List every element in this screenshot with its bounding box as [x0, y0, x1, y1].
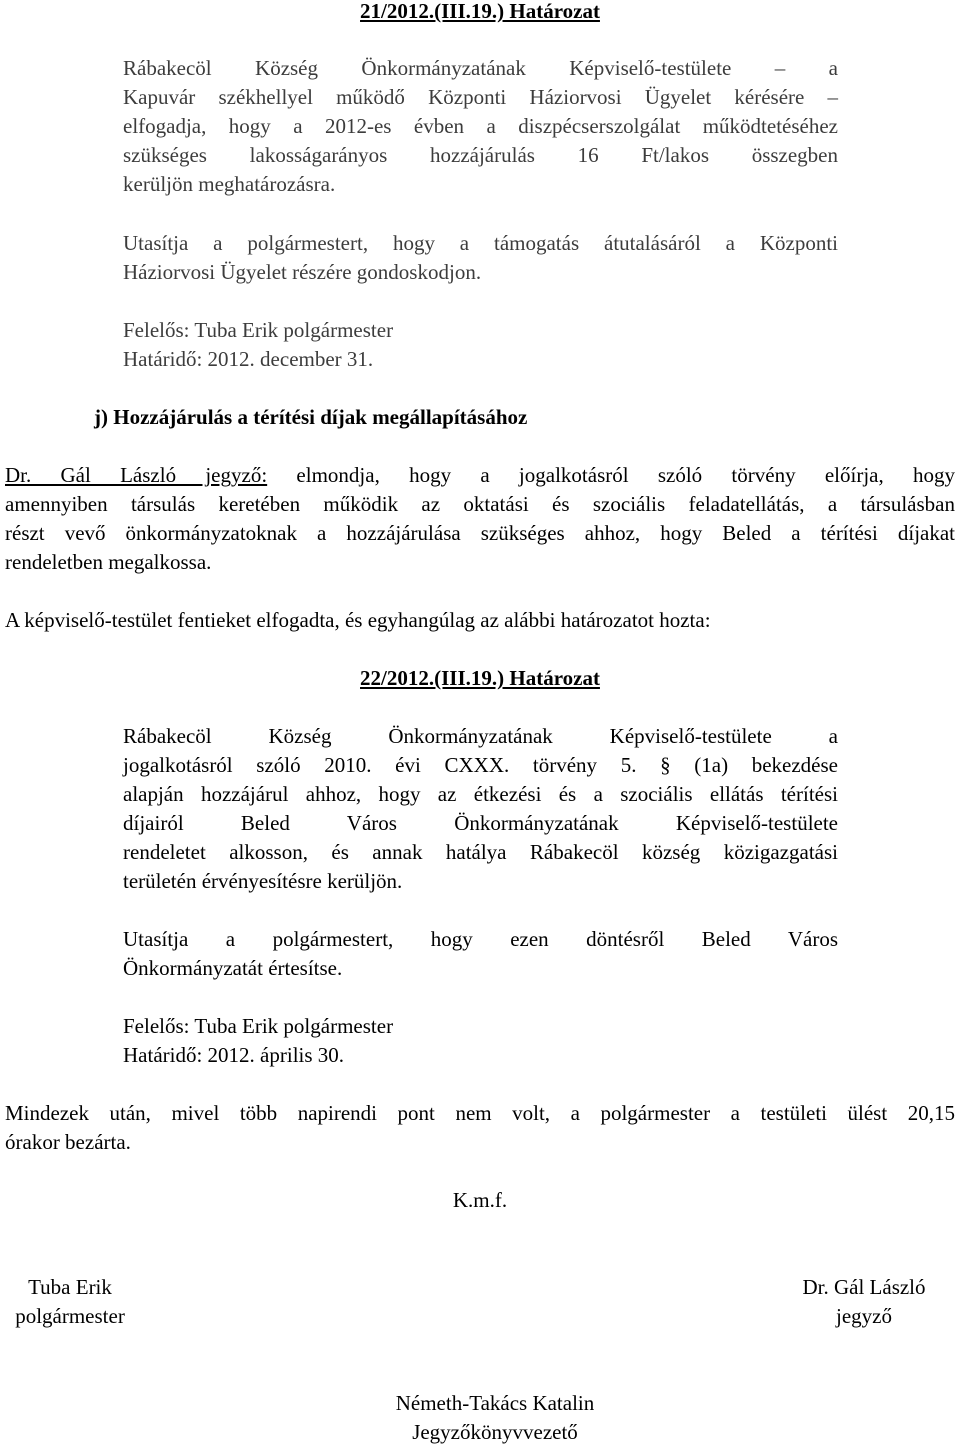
- signature-right: [776, 1273, 952, 1331]
- resolution-22-line: díjairól Beled Város Önkormányzatának Képviselő-testülete: [123, 811, 838, 835]
- instruction-line: Utasítja a polgármestert, hogy ezen döntésről Beled Város: [123, 927, 838, 951]
- speech-first-text: elmondja, hogy a jogalkotásról szóló törvény előírja, hogy: [267, 463, 955, 487]
- instruction-line: Utasítja a polgármestert, hogy a támogatás átutalásáról a Központi: [123, 231, 838, 255]
- resolution-21-line: Rábakecöl Község Önkormányzatának Képviselő-testülete – a: [123, 56, 838, 80]
- instruction-line: Háziorvosi Ügyelet részére gondoskodjon.: [123, 260, 482, 284]
- resolution-22-line: jogalkotásról szóló 2010. évi CXXX. törvény 5. § (1a) bekezdése: [123, 753, 838, 777]
- resolution-21-line: szükséges lakosságarányos hozzájárulás 16 Ft/lakos összegben: [123, 143, 838, 167]
- resolution-22-line: területén érvényesítésre kerüljön.: [123, 869, 403, 893]
- resolution-21-instruction: [123, 229, 838, 287]
- acceptance-line: A képviselő-testület fentieket elfogadta, és egyhangúlag az alábbi határozatot hozta:: [5, 608, 711, 632]
- signer-role: Jegyzőkönyvvezető: [412, 1420, 578, 1444]
- signer-role: jegyző: [836, 1304, 892, 1328]
- closing-line: Mindezek után, mivel több napirendi pont nem volt, a polgármester a testületi ülést 20,15: [5, 1101, 955, 1125]
- speech-line: rendeletben megalkossa.: [5, 550, 212, 574]
- resolution-21-title: 21/2012.(III.19.) Határozat: [360, 0, 600, 23]
- resolution-22-line: Rábakecöl Község Önkormányzatának Képviselő-testülete a: [123, 724, 838, 748]
- signer-role: polgármester: [15, 1304, 125, 1328]
- responsible-line: Felelős: Tuba Erik polgármester: [123, 1014, 394, 1038]
- kmf-mark: K.m.f.: [452, 1188, 508, 1212]
- resolution-21-body: [123, 54, 838, 199]
- closing-paragraph: [5, 1099, 955, 1157]
- deadline-line: Határidő: 2012. december 31.: [123, 347, 374, 371]
- speech-first-line: [5, 461, 955, 490]
- resolution-22-meta: [123, 1012, 838, 1070]
- signer-name: Tuba Erik: [28, 1275, 112, 1299]
- resolution-22-instruction: [123, 925, 838, 983]
- signature-left: [5, 1273, 135, 1331]
- responsible-line: Felelős: Tuba Erik polgármester: [123, 318, 394, 342]
- resolution-21-line: kerüljön meghatározásra.: [123, 172, 336, 196]
- section-j-heading: j) Hozzájárulás a térítési díjak megállapításához: [94, 405, 528, 429]
- resolution-22-line: alapján hozzájárul ahhoz, hogy az étkezési és a szociális ellátás térítési: [123, 782, 838, 806]
- resolution-21-meta: [123, 316, 838, 374]
- instruction-line: Önkormányzatát értesítse.: [123, 956, 343, 980]
- resolution-22-body: [123, 722, 838, 896]
- deadline-line: Határidő: 2012. április 30.: [123, 1043, 345, 1067]
- resolution-22-line: rendeletet alkosson, és annak hatálya Rábakecöl község közigazgatási: [123, 840, 838, 864]
- speech-line: részt vevő önkormányzatoknak a hozzájárulása szükséges ahhoz, hogy Beled a térítési díjakat: [5, 521, 955, 545]
- closing-line: órakor bezárta.: [5, 1130, 131, 1154]
- signer-name: Dr. Gál László: [802, 1275, 926, 1299]
- resolution-21-line: Kapuvár székhellyel működő Központi Háziorvosi Ügyelet kérésére –: [123, 85, 838, 109]
- signer-name: Németh-Takács Katalin: [395, 1391, 595, 1415]
- resolution-22-title: 22/2012.(III.19.) Határozat: [360, 666, 600, 690]
- signature-bottom: [330, 1389, 660, 1447]
- section-j-speech: [5, 461, 955, 577]
- speaker-label: Dr. Gál László jegyző:: [5, 463, 268, 487]
- speech-line: amennyiben társulás keretében működik az oktatási és szociális feladatellátás, a társulásban: [5, 492, 955, 516]
- resolution-21-line: elfogadja, hogy a 2012-es évben a diszpécserszolgálat működtetéséhez: [123, 114, 838, 138]
